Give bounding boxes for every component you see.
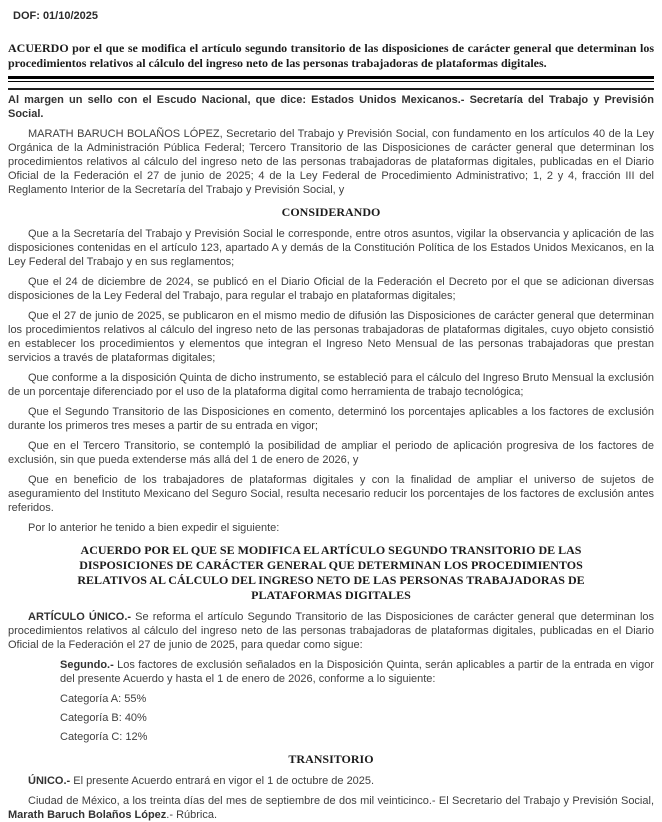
considerando-paragraph-4: Que conforme a la disposición Quinta de dicho instrumento, se estableció para el cálculo del Ingreso Bruto Mensual la exclusión de un porcentaje diferenciado por el uso de la plataforma digital como herramienta de trabajo tecnológica; — [8, 372, 654, 398]
categoria-a-line: Categoría A: 55% — [60, 693, 147, 705]
secretary-name: Marath Baruch Bolaños López — [8, 809, 167, 821]
closing-paragraph — [8, 794, 654, 822]
closing-pre-text: Ciudad de México, a los treinta días del mes de septiembre de dos mil veinticinco.- El Secretario del Trabajo y Previsión Social, — [28, 795, 654, 807]
segundo-paragraph — [60, 658, 654, 686]
expedition-line: Por lo anterior he tenido a bien expedir el siguiente: — [28, 522, 280, 534]
articulo-unico-label: ARTÍCULO ÚNICO.- — [28, 611, 132, 623]
transitorio-heading: TRANSITORIO — [288, 752, 374, 766]
dof-date: DOF: 01/10/2025 — [13, 10, 98, 22]
articulo-unico-paragraph — [8, 610, 654, 652]
considerando-paragraph-1: Que a la Secretaría del Trabajo y Previsión Social le corresponde, entre otros asuntos, vigilar la observancia y aplicación de las disposiciones contenidas en el artículo 123, apartado A y demás de la Constitución Política de los Estados Unidos Mexicanos, en la Ley Federal del Trabajo y en sus reglamentos; — [8, 228, 654, 268]
considerando-paragraph-3: Que el 27 de junio de 2025, se publicaron en el mismo medio de difusión las Disposiciones de carácter general que determinan los procedimientos relativos al cálculo del ingreso neto de las personas trabajadoras de plataformas digitales, cuyo objeto consistió en establecer los procedimientos y elementos que integran el Ingreso Neto Mensual de las personas trabajadoras que prestan servicios a través de plataformas digitales; — [8, 310, 654, 364]
title-double-rule — [8, 76, 654, 82]
closing-post-text: .- Rúbrica. — [166, 809, 218, 821]
intro-paragraph: MARATH BARUCH BOLAÑOS LÓPEZ, Secretario del Trabajo y Previsión Social, con fundamento en los artículos 40 de la Ley Orgánica de la Administración Pública Federal; Tercero Transitorio de las Disposiciones de carácter general que determinan los procedimientos relativos al cálculo del ingreso neto de las personas trabajadoras de plataformas digitales, publicadas en el Diario Oficial de la Federación el 27 de junio de 2025; 4 de la Ley Federal de Procedimiento Administrativo; 1, 2 y 4, fracción III del Reglamento Interior de la Secretaría del Trabajo y Previsión Social, y — [8, 128, 654, 196]
considerando-heading: CONSIDERANDO — [281, 205, 381, 219]
considerando-paragraph-6: Que en el Tercero Transitorio, se contempló la posibilidad de ampliar el periodo de aplicación progresiva de los factores de exclusión, sin que pueda extenderse más allá del 1 de enero de 2026, y — [8, 440, 654, 466]
unico-label: ÚNICO.- — [28, 775, 71, 787]
categoria-b-line: Categoría B: 40% — [60, 712, 147, 724]
unico-text: El presente Acuerdo entrará en vigor el 1 de octubre de 2025. — [70, 775, 375, 787]
considerando-paragraph-2: Que el 24 de diciembre de 2024, se publicó en el Diario Oficial de la Federación el Decreto por el que se adicionan diversas disposiciones de la Ley Federal del Trabajo, para regular el trabajo en plataformas digitales; — [8, 276, 654, 302]
margin-seal-note: Al margen un sello con el Escudo Nacional, que dice: Estados Unidos Mexicanos.- Secretaría del Trabajo y Previsión Social. — [8, 88, 654, 121]
articulo-unico-text: Se reforma el artículo Segundo Transitorio de las Disposiciones de carácter general que determinan los procedimientos relativos al cálculo del ingreso neto de las personas trabajadoras de plataformas digitales, publicadas en el Diario Oficial de la Federación el 27 de junio de 2025, para quedar como sigue: — [8, 611, 655, 651]
unico-paragraph — [8, 774, 654, 788]
acuerdo-heading: ACUERDO POR EL QUE SE MODIFICA EL ARTÍCULO SEGUNDO TRANSITORIO DE LAS DISPOSICIONES DE CARÁCTER GENERAL QUE DETERMINAN LOS PROCEDIMIENTOS RELATIVOS AL CÁLCULO DEL INGRESO NETO DE LAS PERSONAS TRABAJADORAS DE PLATAFORMAS DIGITALES — [77, 543, 585, 602]
document-title: ACUERDO por el que se modifica el artículo segundo transitorio de las disposiciones de carácter general que determinan los procedimientos relativos al cálculo del ingreso neto de las personas trabajadoras de plataformas digitales. — [8, 41, 654, 70]
considerando-paragraph-5: Que el Segundo Transitorio de las Disposiciones en comento, determinó los porcentajes aplicables a los factores de exclusión durante los primeros tres meses a partir de su entrada en vigor; — [8, 406, 654, 432]
segundo-label: Segundo.- — [60, 659, 114, 671]
segundo-text: Los factores de exclusión señalados en la Disposición Quinta, serán aplicables a partir de la entrada en vigor del presente Acuerdo y hasta el 1 de enero de 2026, conforme a lo siguiente: — [60, 659, 654, 685]
considerando-paragraph-7: Que en beneficio de los trabajadores de plataformas digitales y con la finalidad de ampliar el universo de sujetos de aseguramiento del Instituto Mexicano del Seguro Social, resulta necesario reducir los porcentajes de los factores de exclusión antes referidos. — [8, 474, 654, 514]
categoria-c-line: Categoría C: 12% — [60, 731, 148, 743]
